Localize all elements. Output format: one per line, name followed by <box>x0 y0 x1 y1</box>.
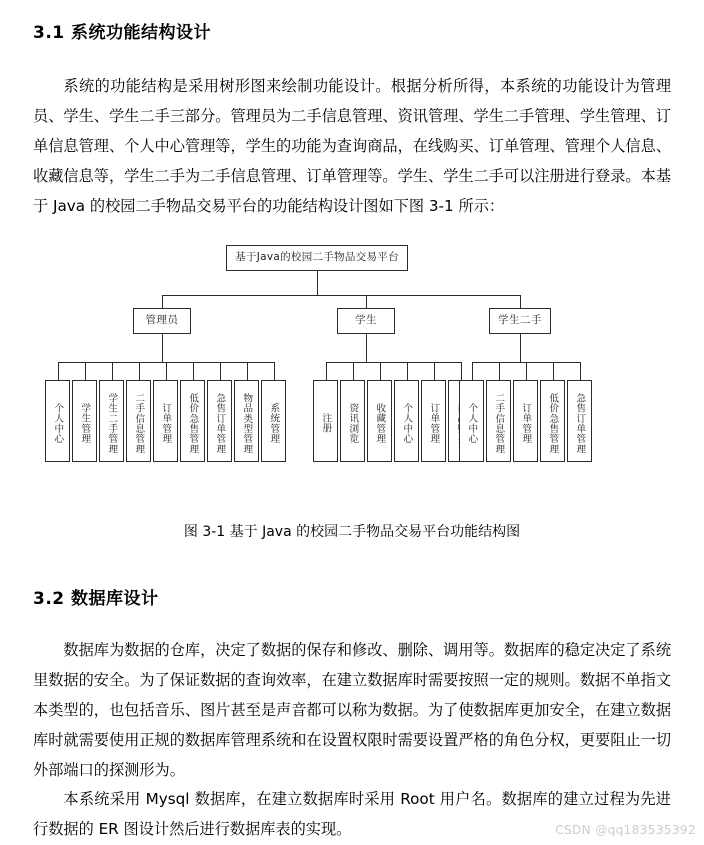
tree-node-leaf-3-2: 二手信息管理 <box>486 380 511 462</box>
csdn-watermark: CSDN @qq183535392 <box>555 823 696 837</box>
connector-line <box>366 295 367 308</box>
tree-node-leaf-2-2: 资讯浏览 <box>340 380 365 462</box>
figure-caption: 图 3-1 基于 Java 的校园二手物品交易平台功能结构图 <box>183 524 521 540</box>
connector-line <box>58 362 59 380</box>
connector-line <box>326 362 461 363</box>
connector-line <box>317 271 318 295</box>
connector-line <box>220 362 221 380</box>
tree-node-leaf-1-5: 订单管理 <box>153 380 178 462</box>
connector-line <box>326 362 327 380</box>
connector-line <box>162 334 163 362</box>
connector-line <box>380 362 381 380</box>
connector-line <box>162 295 163 308</box>
tree-node-leaf-3-5: 急售订单管理 <box>567 380 592 462</box>
tree-node-leaf-1-8: 物品类型管理 <box>234 380 259 462</box>
tree-node-leaf-2-3: 收藏管理 <box>367 380 392 462</box>
connector-line <box>139 362 140 380</box>
connector-line <box>274 362 275 380</box>
section-32-paragraph-1: 数据库为数据的仓库，决定了数据的保存和修改、删除、调用等。数据库的稳定决定了系统里数据的安全。为了保证数据的查询效率，在建立数据库时需要按照一定的规则。数据不单指文本类型的，也包括音乐、图片甚至是声音都可以称为数据。为了使数据库更加安全，在建立数据库时就需要使用正规的数据库管理系统和在设置权限时需要设置严格的角色分权，更要阻止一切外部端口的探测形为。 <box>33 641 671 780</box>
section-32-paragraph-2: 本系统采用 Mysql 数据库，在建立数据库时采用 Root 用户名。数据库的建立过程为先进行数据的 ER 图设计然后进行数据库表的实现。 <box>33 790 671 839</box>
tree-node-branch-3: 学生二手 <box>489 308 551 334</box>
connector-line <box>353 362 354 380</box>
connector-line <box>162 295 520 296</box>
tree-node-leaf-2-1: 注册 <box>313 380 338 462</box>
connector-line <box>526 362 527 380</box>
connector-line <box>407 362 408 380</box>
tree-node-leaf-1-3: 学生二手管理 <box>99 380 124 462</box>
tree-node-leaf-3-4: 低价急售管理 <box>540 380 565 462</box>
connector-line <box>580 362 581 380</box>
connector-line <box>166 362 167 380</box>
tree-node-leaf-1-9: 系统管理 <box>261 380 286 462</box>
section-32-heading: 3.2 数据库设计 <box>33 589 159 610</box>
connector-line <box>85 362 86 380</box>
tree-node-leaf-3-3: 订单管理 <box>513 380 538 462</box>
connector-line <box>520 334 521 362</box>
function-structure-diagram <box>0 235 704 485</box>
connector-line <box>193 362 194 380</box>
tree-node-leaf-2-5: 订单管理 <box>421 380 446 462</box>
connector-line <box>520 295 521 308</box>
connector-line <box>499 362 500 380</box>
tree-node-branch-2: 学生 <box>337 308 395 334</box>
connector-line <box>472 362 473 380</box>
connector-line <box>434 362 435 380</box>
section-31-paragraph: 系统的功能结构是采用树形图来绘制功能设计。根据分析所得，本系统的功能设计为管理员、学生、学生二手三部分。管理员为二手信息管理、资讯管理、学生二手管理、学生管理、订单信息管理、个人中心管理等，学生的功能为查询商品，在线购买、订单管理、管理个人信息、收藏信息等，学生二手为二手信息管理、订单管理等。学生、学生二手可以注册进行登录。本基于 Java 的校园二手物品交易平台的功能结构设计图如下图 3-1 所示： <box>33 77 671 216</box>
tree-node-leaf-1-1: 个人中心 <box>45 380 70 462</box>
section-31-heading: 3.1 系统功能结构设计 <box>33 23 212 44</box>
tree-node-leaf-2-4: 个人中心 <box>394 380 419 462</box>
tree-node-leaf-1-4: 二手信息管理 <box>126 380 151 462</box>
tree-node-leaf-1-7: 急售订单管理 <box>207 380 232 462</box>
tree-node-leaf-3-1: 个人中心 <box>459 380 484 462</box>
connector-line <box>112 362 113 380</box>
tree-node-leaf-1-2: 学生管理 <box>72 380 97 462</box>
connector-line <box>366 334 367 362</box>
connector-line <box>247 362 248 380</box>
tree-node-leaf-1-6: 低价急售管理 <box>180 380 205 462</box>
connector-line <box>553 362 554 380</box>
tree-node-root: 基于Java的校园二手物品交易平台 <box>226 245 408 271</box>
tree-node-branch-1: 管理员 <box>133 308 191 334</box>
connector-line <box>461 362 462 380</box>
